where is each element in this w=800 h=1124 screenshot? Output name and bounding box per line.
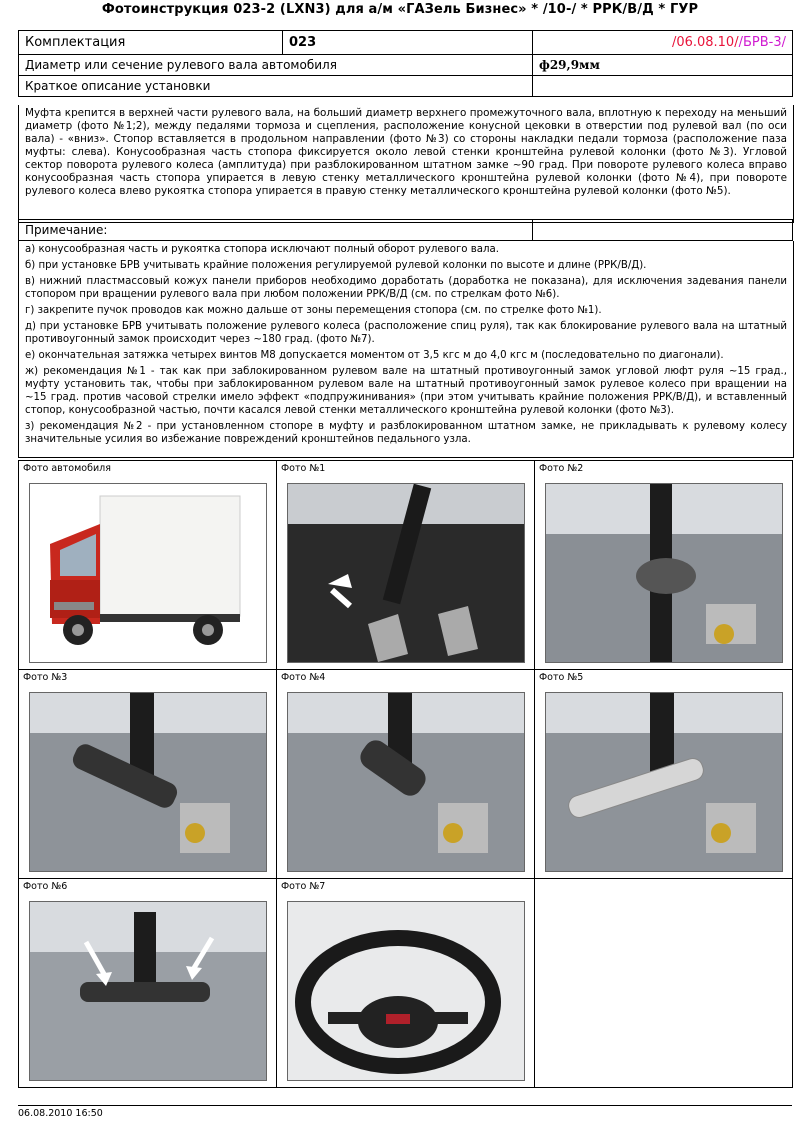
document-title: Фотоинструкция 023-2 (LXN3) для а/м «ГАЗель Бизнес» * /10-/ * РРК/В/Д * ГУР [101, 2, 699, 17]
empty-cell [533, 76, 793, 97]
truck-photo [29, 483, 267, 663]
notes-list [18, 241, 794, 458]
photo-caption: Фото №5 [539, 672, 584, 683]
photo-caption: Фото №7 [281, 881, 326, 892]
brv-code: /БРВ-3/ [738, 35, 786, 50]
photo-caption: Фото №1 [281, 463, 326, 474]
panel-arrows-photo [29, 901, 267, 1081]
footer-timestamp: 06.08.2010 16:50 [18, 1105, 792, 1119]
pedals-photo [287, 483, 525, 663]
stopper-right-photo [287, 692, 525, 872]
stopper-left-photo [545, 692, 783, 872]
note-item: а) конусообразная часть и рукоятка стопора исключают полный оборот рулевого вала. [25, 244, 500, 255]
photo-caption: Фото №2 [539, 463, 584, 474]
kit-value: 023 [283, 31, 533, 55]
photo-cell [277, 461, 535, 670]
date-code: /06.08.10/ [671, 35, 739, 50]
note-item: ж) рекомендация №1 - так как при заблокированном рулевом вале на штатный противоугонный замок угловой люфт руля ~15 град., муфту установить так, чтобы при заблокированном рулевом вале на штатный противоугонный замок рулевое колесо при вращении на ~15 град. против часовой стрелки имело эффект «подпружинивания» (при этом учитывать крайние положения РРК/В/Д), и вставленный стопор, конусообразной частью, почти касался левой стенки металлического кронштейна рулевой колонки (фото №3). [25, 366, 787, 416]
photo-caption: Фото автомобиля [23, 463, 111, 474]
note-item: г) закрепите пучок проводов как можно дальше от зоны перемещения стопора (см. по стрелке фото №1). [25, 305, 602, 316]
photo-caption: Фото №6 [23, 881, 68, 892]
stopper-photo [29, 692, 267, 872]
photo-cell-empty [535, 879, 793, 1088]
note-item: з) рекомендация №2 - при установленном стопоре в муфту и разблокированном штатном замке, не прикладывать к рулевому колесу значительные усилия во избежание повреждений кронштейнов педального узла. [25, 421, 787, 445]
note-item: б) при установке БРВ учитывать крайние положения регулируемой рулевой колонки по высоте и длине (РРК/В/Д). [25, 260, 647, 271]
header-table [18, 30, 793, 97]
diameter-value: ф29,9мм [533, 55, 793, 76]
codes-cell [533, 31, 793, 55]
coupling-photo [545, 483, 783, 663]
note-item: в) нижний пластмассовый кожух панели приборов необходимо доработать (доработка не показана), для исключения задевания панели стопором при вращении рулевого вала при любом положении РРК/В/Д (см. по стрелкам фото №6). [25, 276, 787, 300]
photo-cell [535, 670, 793, 879]
note-item: е) окончательная затяжка четырех винтов М8 допускается моментом от 3,5 кгс м до 4,0 кгс м (последовательно по диагонали). [25, 350, 724, 361]
photo-cell [19, 461, 277, 670]
notes-header [18, 219, 793, 241]
description-text: Муфта крепится в верхней части рулевого вала, на больший диаметр верхнего промежуточного вала, вплотную к переходу на меньший диаметр (фото №1;2), между педалями тормоза и сцепления, расположение конусной цековки в отверстии под рулевой вал (по оси вала) - «вниз». Стопор вставляется в продольном направлении (фото №3) со стороны накладки педали тормоза (расположение паза муфты: слева). Конусообразная часть стопора фиксируется около левой стенки кронштейна рулевой колонки (фото №3). Угловой сектор поворота рулевого колеса (амплитуда) при разблокированном штатном замке ~90 град. При повороте рулевого колеса вправо конусообразная часть стопора упирается в левую стенку металлического кронштейна рулевой колонки (фото №4), при повороте рулевого колеса влево рукоятка стопора упирается в правую стенку металлического кронштейна рулевой колонки (фото №5). [18, 105, 794, 223]
photo-caption: Фото №4 [281, 672, 326, 683]
photo-cell [19, 670, 277, 879]
photo-cell [277, 879, 535, 1088]
diameter-label: Диаметр или сечение рулевого вала автомобиля [19, 55, 533, 76]
photo-caption: Фото №3 [23, 672, 68, 683]
photo-cell [535, 461, 793, 670]
photo-grid [18, 460, 793, 1088]
short-desc-label: Краткое описание установки [19, 76, 533, 97]
notes-label: Примечание: [19, 220, 533, 241]
note-item: д) при установке БРВ учитывать положение рулевого колеса (расположение спиц руля), так как блокирование рулевого вала на штатный противоугонный замок происходит через ~180 град. (фото №7). [25, 321, 787, 345]
photo-cell [19, 879, 277, 1088]
photo-cell [277, 670, 535, 879]
steering-wheel-photo [287, 901, 525, 1081]
kit-label: Комплектация [19, 31, 283, 55]
